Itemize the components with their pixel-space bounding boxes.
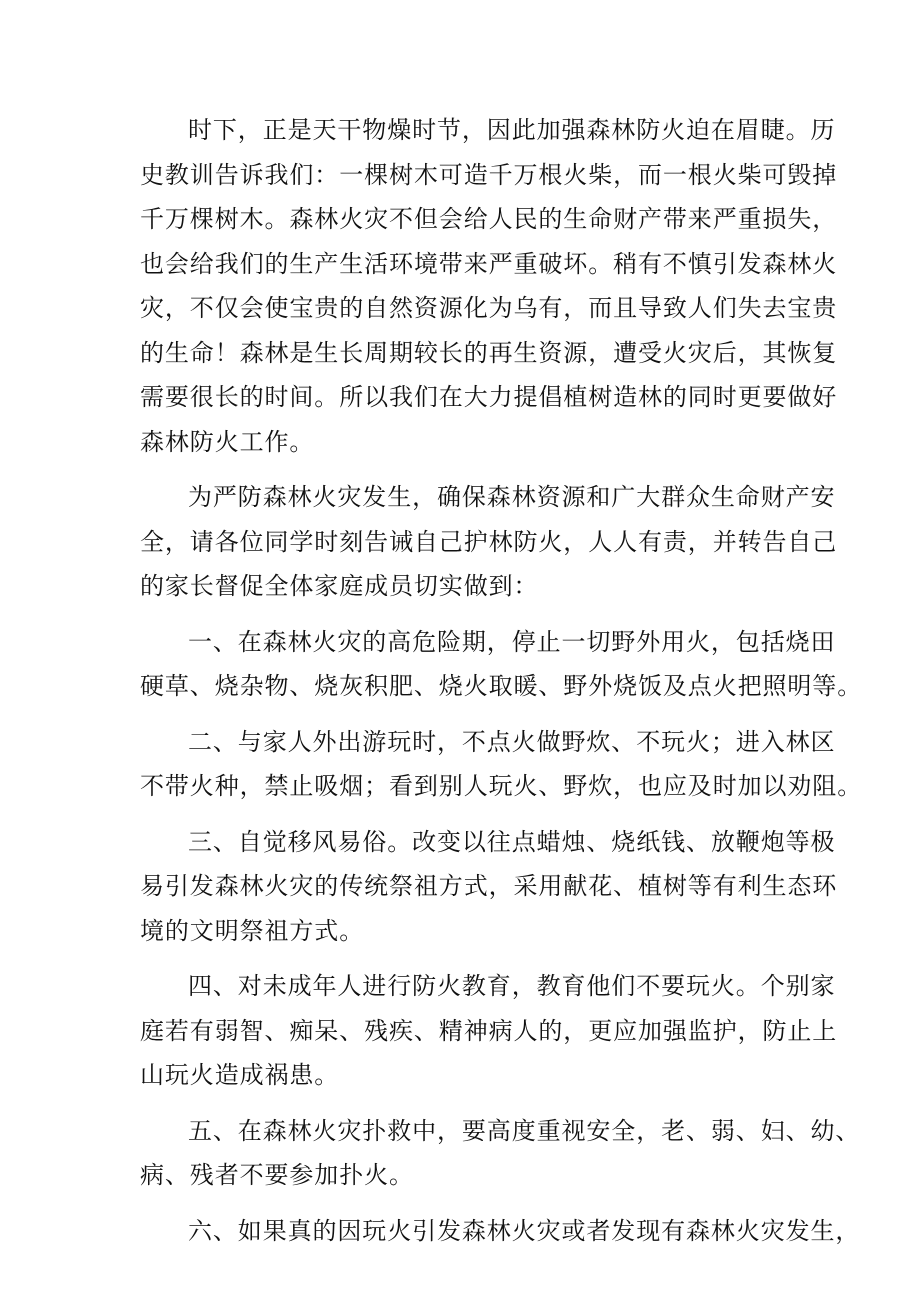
paragraph-item-4 bbox=[140, 964, 838, 1098]
text-line: 史教训告诉我们：一棵树木可造千万根火柴，而一根火柴可毁掉 bbox=[140, 160, 838, 189]
paragraph-intro bbox=[140, 108, 838, 464]
text-line: 不带火种，禁止吸烟；看到别人玩火、野炊，也应及时加以劝阻。 bbox=[140, 772, 863, 800]
text-line: 的家长督促全体家庭成员切实做到： bbox=[140, 572, 539, 600]
text-line: 五、在森林火灾扑救中，要高度重视安全，老、弱、妇、幼、 bbox=[188, 1116, 861, 1145]
text-line: 全，请各位同学时刻告诫自己护林防火，人人有责，并转告自己 bbox=[140, 527, 838, 556]
paragraph-item-5 bbox=[140, 1109, 861, 1198]
document-body bbox=[140, 108, 863, 1264]
text-line: 六、如果真的因玩火引发森林火灾或者发现有森林火灾发生， bbox=[188, 1216, 861, 1245]
paragraph-item-2 bbox=[140, 720, 863, 809]
text-line: 二、与家人外出游玩时，不点火做野炊、不玩火；进入林区 bbox=[188, 727, 836, 756]
text-line: 为严防森林火灾发生，确保森林资源和广大群众生命财产安 bbox=[188, 483, 836, 511]
text-line: 的生命！森林是生长周期较长的再生资源，遭受火灾后，其恢复 bbox=[140, 338, 838, 367]
text-line: 境的文明祭祖方式。 bbox=[140, 916, 365, 945]
text-line: 灾，不仅会使宝贵的自然资源化为乌有，而且导致人们失去宝贵 bbox=[140, 294, 838, 322]
text-line: 需要很长的时间。所以我们在大力提倡植树造林的同时更要做好 bbox=[140, 383, 838, 411]
paragraph-item-1 bbox=[140, 620, 863, 709]
text-line: 病、残者不要参加扑火。 bbox=[140, 1161, 414, 1189]
text-line: 庭若有弱智、痴呆、残疾、精神病人的，更应加强监护，防止上 bbox=[140, 1016, 838, 1045]
paragraph-item-6 bbox=[140, 1209, 861, 1254]
text-line: 一、在森林火灾的高危险期，停止一切野外用火，包括烧田 bbox=[188, 627, 836, 656]
paragraph-appeal bbox=[140, 475, 838, 609]
paragraph-item-3 bbox=[140, 820, 838, 954]
text-line: 四、对未成年人进行防火教育，教育他们不要玩火。个别家 bbox=[188, 972, 836, 1000]
text-line: 也会给我们的生产生活环境带来严重破坏。稍有不慎引发森林火 bbox=[140, 249, 838, 278]
text-line: 硬草、烧杂物、烧灰积肥、烧火取暖、野外烧饭及点火把照明等。 bbox=[140, 672, 863, 700]
text-line: 易引发森林火灾的传统祭祖方式，采用献花、植树等有利生态环 bbox=[140, 872, 838, 900]
text-line: 森林防火工作。 bbox=[140, 427, 315, 456]
text-line: 山玩火造成祸患。 bbox=[140, 1061, 340, 1089]
text-line: 千万棵树木。森林火灾不但会给人民的生命财产带来严重损失， bbox=[140, 205, 838, 233]
text-line: 三、自觉移风易俗。改变以往点蜡烛、烧纸钱、放鞭炮等极 bbox=[188, 827, 836, 856]
text-line: 时下，正是天干物燥时节，因此加强森林防火迫在眉睫。历 bbox=[188, 116, 836, 144]
